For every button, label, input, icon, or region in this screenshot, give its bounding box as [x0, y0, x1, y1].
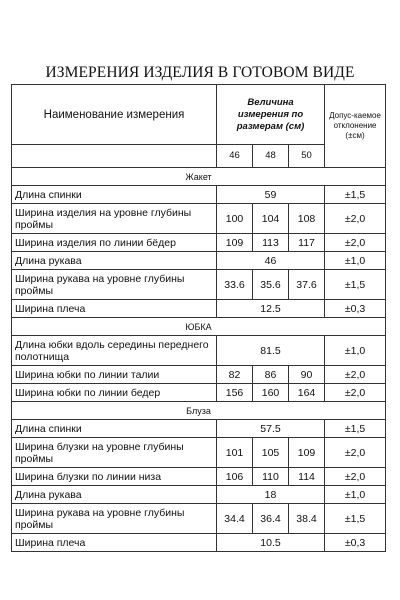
measurement-value: 18	[217, 486, 325, 504]
measurement-label: Ширина юбки по линии талии	[12, 366, 217, 384]
measurement-label: Ширина изделия по линии бёдер	[12, 234, 217, 252]
tolerance-value: ±2,0	[325, 468, 386, 486]
section-row	[12, 318, 386, 336]
tolerance-value: ±2,0	[325, 366, 386, 384]
measurement-value: 46	[217, 252, 325, 270]
tolerance-value: ±2,0	[325, 204, 386, 234]
measurement-value: 82	[217, 366, 253, 384]
table-row	[12, 438, 386, 468]
document-title: ИЗМЕРЕНИЯ ИЗДЕЛИЯ В ГОТОВОМ ВИДЕ	[45, 64, 355, 81]
tolerance-value: ±2,0	[325, 234, 386, 252]
measurement-label: Длина юбки вдоль середины переднего полотнища	[12, 336, 217, 366]
tolerance-value: ±0,3	[325, 300, 386, 318]
section-title: Блуза	[12, 402, 386, 420]
size-cell: 46	[217, 145, 253, 168]
table-row	[12, 300, 386, 318]
table-row	[12, 270, 386, 300]
tolerance-value: ±1,5	[325, 270, 386, 300]
tolerance-value: ±1,5	[325, 504, 386, 534]
measurement-value: 106	[217, 468, 253, 486]
header-tolerance-cell: Допус-каемое отклонение (±см)	[325, 85, 386, 168]
tolerance-value: ±1,0	[325, 252, 386, 270]
section-row	[12, 402, 386, 420]
measurement-label: Ширина рукава на уровне глубины проймы	[12, 270, 217, 300]
measurement-value: 109	[289, 438, 325, 468]
section-title: Жакет	[12, 168, 386, 186]
measurement-value: 35.6	[253, 270, 289, 300]
measurement-label: Длина спинки	[12, 420, 217, 438]
tolerance-value: ±2,0	[325, 438, 386, 468]
table-row	[12, 204, 386, 234]
section-row	[12, 168, 386, 186]
measurement-value: 109	[217, 234, 253, 252]
measurement-value: 38.4	[289, 504, 325, 534]
measurement-label: Ширина плеча	[12, 534, 217, 552]
measurement-label: Ширина блузки на уровне глубины проймы	[12, 438, 217, 468]
measurement-value: 156	[217, 384, 253, 402]
measurement-value: 86	[253, 366, 289, 384]
measurement-value: 105	[253, 438, 289, 468]
measurement-value: 37.6	[289, 270, 325, 300]
measurement-label: Ширина изделия на уровне глубины проймы	[12, 204, 217, 234]
tolerance-value: ±1,0	[325, 336, 386, 366]
size-cell: 48	[253, 145, 289, 168]
measurement-label: Длина рукава	[12, 252, 217, 270]
measurement-label: Ширина юбки по линии бедер	[12, 384, 217, 402]
table-row	[12, 420, 386, 438]
measurement-value: 57.5	[217, 420, 325, 438]
table-row	[12, 366, 386, 384]
tolerance-value: ±1,0	[325, 486, 386, 504]
measurement-label: Ширина рукава на уровне глубины проймы	[12, 504, 217, 534]
measurement-label: Длина спинки	[12, 186, 217, 204]
table-row	[12, 468, 386, 486]
tolerance-value: ±1,5	[325, 420, 386, 438]
tolerance-value: ±0,3	[325, 534, 386, 552]
table-row	[12, 504, 386, 534]
measurement-value: 36.4	[253, 504, 289, 534]
measurement-value: 10.5	[217, 534, 325, 552]
size-row-empty-cell	[12, 145, 217, 168]
table-row	[12, 186, 386, 204]
measurement-value: 110	[253, 468, 289, 486]
measurement-value: 81.5	[217, 336, 325, 366]
measurement-label: Ширина блузки по линии низа	[12, 468, 217, 486]
measurement-value: 164	[289, 384, 325, 402]
measurement-value: 113	[253, 234, 289, 252]
table-row	[12, 534, 386, 552]
measurement-label: Ширина плеча	[12, 300, 217, 318]
size-cell: 50	[289, 145, 325, 168]
measurements-table	[11, 84, 386, 552]
tolerance-value: ±2,0	[325, 384, 386, 402]
measurement-value: 114	[289, 468, 325, 486]
measurement-value: 100	[217, 204, 253, 234]
header-size-cell: Величина измерения по размерам (см)	[217, 85, 325, 145]
measurement-value: 117	[289, 234, 325, 252]
tolerance-value: ±1,5	[325, 186, 386, 204]
measurement-value: 101	[217, 438, 253, 468]
measurement-value: 34.4	[217, 504, 253, 534]
header-name-cell: Наименование измерения	[12, 85, 217, 145]
table-row	[12, 252, 386, 270]
section-title: ЮБКА	[12, 318, 386, 336]
measurement-value: 33.6	[217, 270, 253, 300]
table-row	[12, 384, 386, 402]
measurement-label: Длина рукава	[12, 486, 217, 504]
header-row	[12, 85, 386, 145]
table-row	[12, 486, 386, 504]
measurement-value: 12.5	[217, 300, 325, 318]
measurement-value: 90	[289, 366, 325, 384]
table-row	[12, 336, 386, 366]
table-row	[12, 234, 386, 252]
measurement-value: 108	[289, 204, 325, 234]
measurement-value: 104	[253, 204, 289, 234]
measurement-value: 160	[253, 384, 289, 402]
measurement-value: 59	[217, 186, 325, 204]
